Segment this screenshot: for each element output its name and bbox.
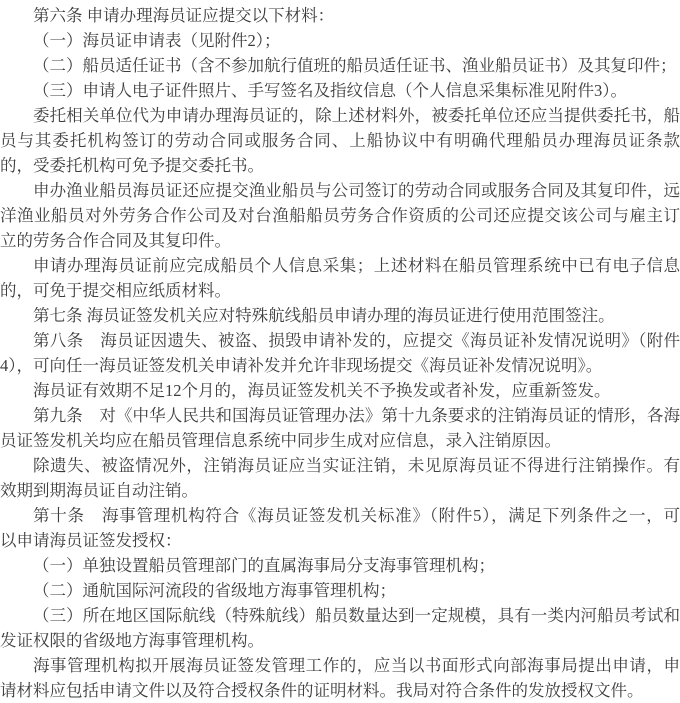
document-line: 申办渔业船员海员证还应提交渔业船员与公司签订的劳动合同或服务合同及其复印件，远: [33, 181, 680, 200]
document-line: 请材料应包括申请文件以及符合授权条件的证明材料。我局对符合条件的发放授权文件。: [0, 681, 644, 700]
document-line: 第八条 海员证因遗失、被盗、损毁申请补发的，应提交《海员证补发情况说明》（附件: [33, 331, 680, 350]
document-line: 的，受委托机构可免予提交委托书。: [0, 156, 264, 175]
document-line: （一）海员证申请表（见附件2）；: [33, 31, 281, 50]
document-line: 效期到期海员证自动注销。: [0, 481, 198, 500]
document-line: （一）单独设置船员管理部门的直属海事局分支海事管理机构；: [33, 556, 495, 575]
document-line: 第七条 海员证签发机关应对特殊航线船员申请办理的海员证进行使用范围签注。: [33, 306, 615, 325]
document-line: 海事管理机构拟开展海员证签发管理工作的，应当以书面形式向部海事局提出申请，申: [33, 656, 680, 675]
document-line: 洋渔业船员对外劳务合作公司及对台渔船船员劳务合作资质的公司还应提交该公司与雇主订: [0, 206, 680, 225]
document-line: 第十条 海事管理机构符合《海员证签发机关标准》（附件5），满足下列条件之一，可: [33, 506, 680, 525]
document-line: 员证签发机关均应在船员管理信息系统中同步生成对应信息，录入注销原因。: [0, 431, 561, 450]
document-line: 海员证有效期不足12个月的，海员证签发机关不予换发或者补发，应重新签发。: [33, 381, 611, 400]
document-line: （二）船员适任证书（含不参加航行值班的船员适任证书、渔业船员证书）及其复印件；: [33, 56, 677, 75]
document-line: （三）所在地区国际航线（特殊航线）船员数量达到一定规模，具有一类内河船员考试和: [33, 606, 680, 625]
document-line: 申请办理海员证前应完成船员个人信息采集；上述材料在船员管理系统中已有电子信息: [33, 256, 680, 275]
document-line: 委托相关单位代为申请办理海员证的，除上述材料外，被委托单位还应当提供委托书，船: [33, 106, 680, 125]
document-line: （三）申请人电子证件照片、手写签名及指纹信息（个人信息采集标准见附件3）。: [33, 81, 627, 100]
document-line: 发证权限的省级地方海事管理机构。: [0, 631, 264, 650]
document-line: 4），可向任一海员证签发机关申请补发并允许非现场提交《海员证补发情况说明》。: [0, 356, 603, 375]
document-line: 以申请海员证签发授权：: [0, 531, 182, 550]
document-line: 第九条 对《中华人民共和国海员证管理办法》第十九条要求的注销海员证的情形，各海: [33, 406, 680, 425]
document-line: （二）通航国际河流段的省级地方海事管理机构；: [33, 581, 396, 600]
document-line: 立的劳务合作合同及其复印件。: [0, 231, 231, 250]
document-line: 第六条 申请办理海员证应提交以下材料：: [33, 6, 335, 25]
document-line: 员与其委托机构签订的劳动合同或服务合同、上船协议中有明确代理船员办理海员证条款: [0, 131, 680, 150]
document-line: 除遗失、被盗情况外，注销海员证应当实证注销，未见原海员证不得进行注销操作。有: [33, 456, 680, 475]
document-line: 的，可免于提交相应纸质材料。: [0, 281, 231, 300]
